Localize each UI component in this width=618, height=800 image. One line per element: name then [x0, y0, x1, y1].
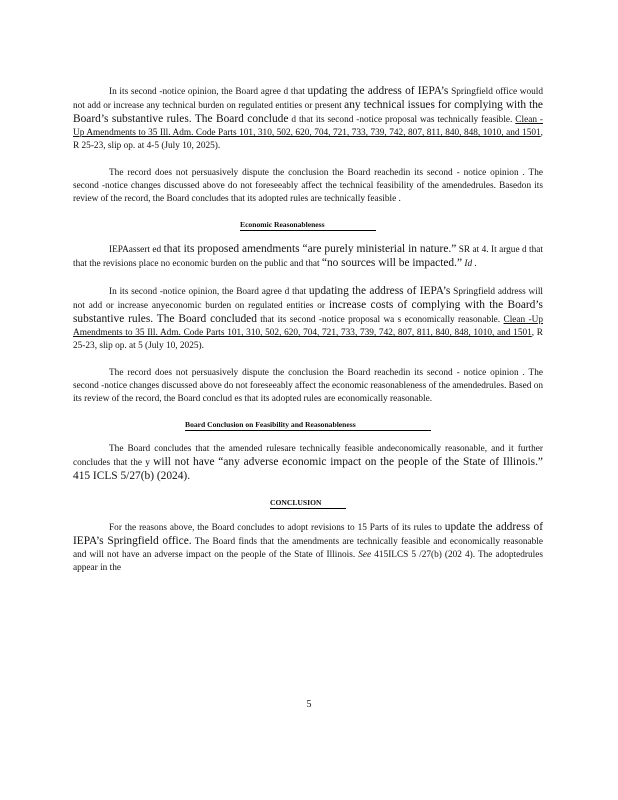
heading-text: Economic Reasonableness	[240, 220, 376, 231]
heading-text: Board Conclusion on Feasibility and Reasonableness	[185, 420, 431, 431]
text-run: Springfield office would not add or increase any technical burden on regulated entities or present	[73, 87, 544, 111]
citation-underlined: Clean -Up Amendments to 35 Ill. Adm. Code Parts 101, 310, 502, 620, 704, 721, 733, 739, 742, 807, 811, 840, 848, 1010, and 1501	[73, 315, 544, 338]
text-run: that its second -notice proposal wa s economically reasonable.	[256, 315, 504, 325]
text-run: SR at 4. It argue d that that the revisions place no economic burden on the public and that	[73, 245, 543, 269]
paragraph-technical-second-notice	[73, 85, 543, 153]
text-run: The Board concludes that the amended rulesare technically feasible andeconomically reasonable, and it further concludes that the y	[73, 444, 543, 468]
text-run: d that its second -notice proposal was technically feasible.	[288, 115, 516, 125]
paragraph-technical-record	[73, 167, 543, 206]
text-run: , R 25-23, slip op. at 5 (July 10, 2025).	[73, 328, 543, 351]
heading-economic-reasonableness	[73, 220, 543, 231]
signal-italic: See	[358, 550, 372, 560]
text-run: The record does not persuasively dispute the conclusion the Board reachedin its second - notice opinion . The second -notice changes discussed above do not foreseeably affect the economic reasonableness of the amendedrules. Based on its review of the record, the Board conclud es that its adopted rules are economically reasonable.	[73, 368, 543, 404]
text-run: “no sources will be impacted.”	[321, 257, 463, 269]
paragraph-economic-second-notice	[73, 285, 543, 353]
text-run: will not have “any adverse economic impact on the people of the State of Illinois.” 415 ICLS 5/27(b) (2024).	[73, 456, 543, 482]
text-run: that its proposed amendments “are purely ministerial in nature.”	[163, 243, 457, 255]
text-run: The Board finds that the amendments are technically feasible and economically reasonable and will not have an adverse impact on the people of the State of Illinois.	[73, 537, 543, 560]
text-run: 415ILCS 5 /27(b) (202 4). The adoptedrules appear in the	[73, 550, 543, 573]
text-run: , R 25-23, slip op. at 4-5 (July 10, 2025).	[73, 128, 543, 151]
paragraph-economic-record	[73, 367, 543, 406]
text-run: In its second -notice opinion, the Board agree d that	[109, 287, 309, 297]
text-run: increase costs of complying with the Board’s substantive rules. The Board concluded	[73, 299, 543, 325]
text-run: For the reasons above, the Board concludes to adopt revisions to 15 Parts of its rules to	[109, 523, 445, 533]
text-run: The record does not persuasively dispute the conclusion the Board reachedin its second - notice opinion . The second -notice changes discussed above do not foreseeably affect the technical feasibility of the amendedrules. Basedon its review of the record, the Board concludes that its adopted rules are technically feasible .	[73, 168, 543, 204]
paragraph-conclusion	[73, 521, 543, 575]
text-run: update the address of IEPA’s Springfield office.	[73, 521, 543, 547]
paragraph-iepa-assertion	[73, 243, 543, 271]
text-run: .	[472, 259, 477, 269]
heading-text: CONCLUSION	[270, 498, 346, 509]
page-number: 5	[306, 699, 312, 710]
heading-conclusion	[73, 498, 543, 509]
citation-italic: Id	[464, 259, 473, 269]
paragraph-board-concludes	[73, 443, 543, 484]
text-run: IEPAassert ed	[109, 245, 164, 255]
text-run: updating the address of IEPA’s	[308, 285, 451, 297]
text-run: In its second -notice opinion, the Board agree d that	[109, 87, 308, 97]
text-run: updating the address of IEPA’s	[307, 85, 449, 97]
page-body	[73, 85, 543, 589]
text-run: Springfield address will not add or increase anyeconomic burden on regulated entities or	[73, 287, 543, 311]
text-run: any technical issues for complying with the Board’s substantive rules. The Board conclude	[73, 99, 543, 125]
citation-underlined: Clean -Up Amendments to 35 Ill. Adm. Code Parts 101, 310, 502, 620, 704, 721, 733, 739, 742, 807, 811, 840, 848, 1010, and 1501	[73, 115, 544, 138]
heading-board-conclusion	[73, 420, 543, 431]
